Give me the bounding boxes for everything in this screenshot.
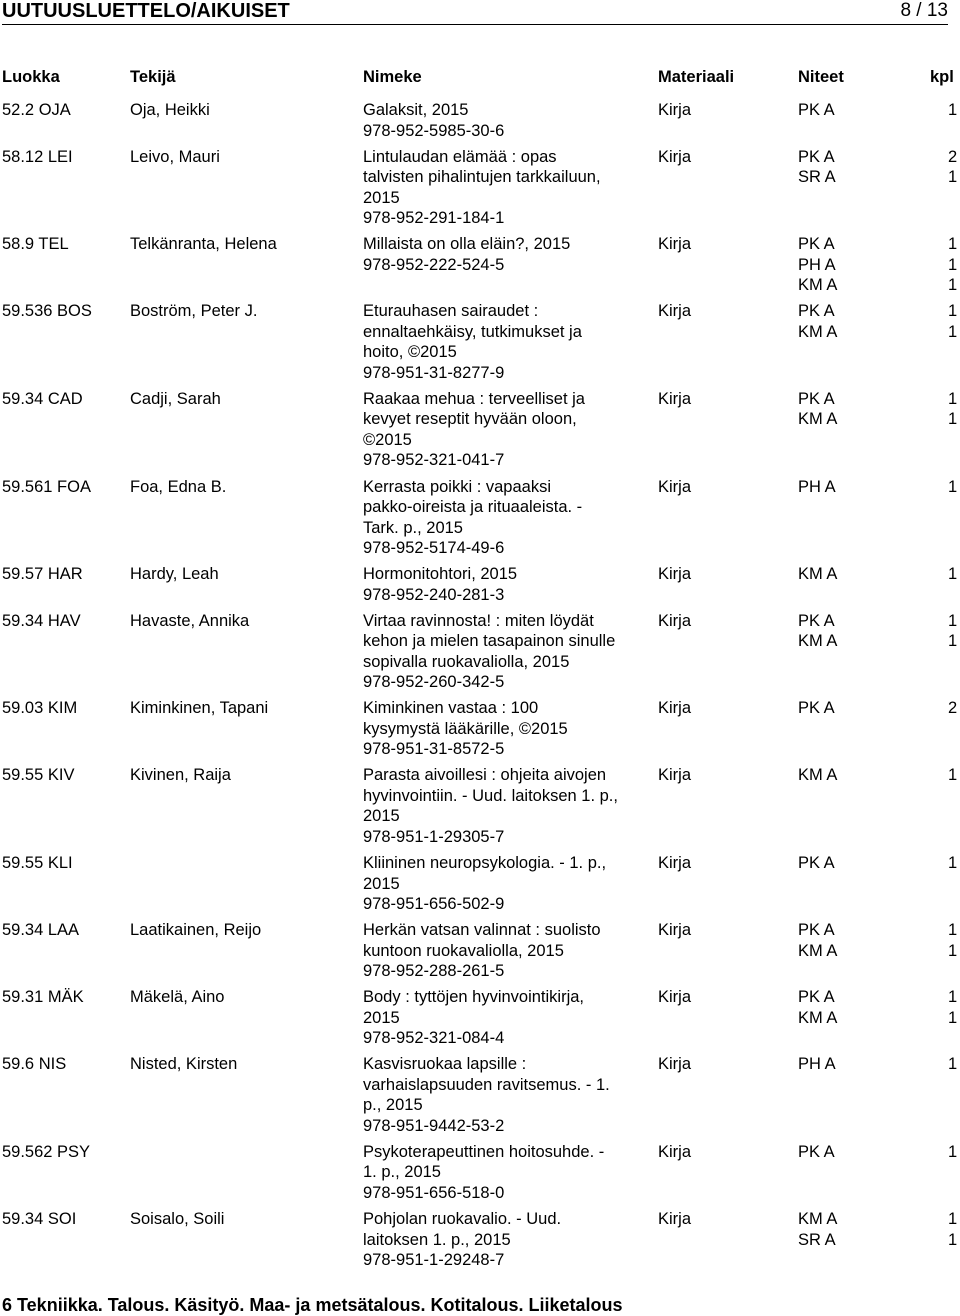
record-nimeke-line: 978-952-5174-49-6: [363, 539, 505, 557]
record-nimeke-line: Kerrasta poikki : vapaaksi: [363, 477, 552, 496]
nide-count: 1: [948, 235, 958, 254]
record-nide: [798, 409, 958, 430]
nide-count: 1: [948, 1230, 958, 1249]
nide-count: 2: [948, 699, 958, 718]
nide-count: 1: [948, 632, 958, 651]
record-tekija: Kivinen, Raija: [130, 766, 231, 785]
record-nide: [798, 100, 958, 121]
record-nimeke-line: 978-952-5985-30-6: [363, 121, 505, 140]
record-nimeke-line: 978-951-31-8572-5: [363, 740, 505, 759]
record-nimeke-line: Raakaa mehua : terveelliset ja: [363, 389, 585, 408]
record-nimeke-line: 978-951-656-502-9: [363, 895, 505, 913]
record-nimeke-line: kevyet reseptit hyvään oloon,: [363, 410, 577, 429]
record-luokka: 59.03 KIM: [2, 699, 78, 718]
record-niteet: [798, 765, 958, 786]
nide-count: 1: [948, 988, 958, 1007]
record-nimeke-line: 2015: [363, 874, 400, 893]
record-luokka: 59.55 KIV: [2, 766, 75, 785]
record-nimeke: [363, 1209, 653, 1271]
nide-location: KM A: [798, 632, 838, 651]
nide-count: 2: [948, 147, 958, 166]
nide-location: SR A: [798, 1230, 836, 1249]
record-tekija: Telkänranta, Helena: [130, 235, 277, 254]
record-nide: [798, 1230, 958, 1251]
nide-count: 1: [948, 477, 958, 496]
record-niteet: [798, 477, 958, 498]
record-nimeke-line: laitoksen 1. p., 2015: [363, 1230, 511, 1249]
record-niteet: [798, 1209, 958, 1250]
record-luokka: 58.12 LEI: [2, 147, 73, 166]
record-materiaali: Kirja: [658, 1055, 692, 1074]
record-nimeke: [363, 100, 653, 141]
col-header-luokka: Luokka: [2, 68, 60, 86]
record-nimeke-line: 978-952-222-524-5: [363, 255, 505, 274]
record-nimeke-line: Virtaa ravinnosta! : miten löydät: [363, 611, 594, 630]
nide-location: PH A: [798, 477, 836, 496]
record-luokka: 59.34 CAD: [2, 389, 83, 408]
col-header-nimeke: Nimeke: [363, 68, 422, 86]
record-nide: [798, 1054, 958, 1075]
record-nimeke-line: Eturauhasen sairaudet :: [363, 302, 539, 321]
record-nide: [798, 147, 958, 168]
record-nimeke-line: 978-952-288-261-5: [363, 962, 505, 981]
record-nimeke: [363, 987, 653, 1049]
record-nimeke-line: hyvinvointiin. - Uud. laitoksen 1. p.,: [363, 786, 618, 805]
record-tekija: Havaste, Annika: [130, 611, 250, 630]
record-nimeke: [363, 564, 653, 605]
record-luokka: 59.6 NIS: [2, 1055, 67, 1074]
record-nide: [798, 389, 958, 410]
nide-location: PK A: [798, 854, 835, 872]
record-nimeke: [363, 389, 653, 471]
record-nide: [798, 275, 958, 296]
record-luokka: 59.34 HAV: [2, 611, 81, 630]
record-niteet: [798, 389, 958, 430]
nide-count: 1: [948, 322, 958, 341]
record-nimeke-line: ©2015: [363, 430, 412, 449]
record-luokka: 59.31 MÄK: [2, 988, 84, 1007]
record-tekija: Foa, Edna B.: [130, 477, 227, 496]
record-materiaali: Kirja: [658, 611, 692, 630]
record-nimeke-line: hoito, ©2015: [363, 343, 457, 362]
record-nimeke-line: Psykoterapeuttinen hoitosuhde. -: [363, 1142, 605, 1161]
record-nimeke-line: ennaltaehkäisy, tutkimukset ja: [363, 322, 582, 341]
record-nimeke-line: Kliininen neuropsykologia. - 1. p.,: [363, 854, 607, 872]
record-nimeke: [363, 1054, 653, 1136]
nide-count: 1: [948, 854, 958, 872]
nide-count: 1: [948, 1142, 958, 1161]
record-materiaali: Kirja: [658, 101, 692, 119]
nide-count: 1: [948, 1210, 958, 1228]
record-nimeke: [363, 1142, 653, 1204]
record-nide: [798, 987, 958, 1008]
record-niteet: [798, 920, 958, 961]
record-luokka: 59.536 BOS: [2, 302, 92, 321]
record-nimeke-line: 978-952-321-041-7: [363, 451, 505, 470]
record-nimeke-line: kysymystä lääkärille, ©2015: [363, 719, 568, 738]
nide-location: PK A: [798, 101, 835, 119]
page-header: [2, 0, 948, 25]
nide-count: 1: [948, 921, 958, 940]
record-tekija: Cadji, Sarah: [130, 389, 221, 408]
page-number: 8 / 13: [900, 0, 948, 21]
nide-location: KM A: [798, 276, 838, 295]
record-luokka: 59.34 SOI: [2, 1210, 77, 1228]
nide-count: 1: [948, 410, 958, 429]
record-materiaali: Kirja: [658, 921, 692, 940]
record-niteet: [798, 564, 958, 585]
record-nimeke-line: 2015: [363, 807, 400, 826]
record-nimeke-line: 978-952-240-281-3: [363, 585, 505, 604]
record-nimeke-line: 978-952-321-084-4: [363, 1029, 505, 1048]
column-headers: [0, 67, 960, 89]
record-materiaali: Kirja: [658, 302, 692, 321]
record-nide: [798, 322, 958, 343]
record-nide: [798, 611, 958, 632]
record-niteet: [798, 611, 958, 652]
record-nimeke: [363, 301, 653, 383]
record-nimeke-line: Herkän vatsan valinnat : suolisto: [363, 921, 601, 940]
record-nimeke-line: 978-951-656-518-0: [363, 1183, 505, 1202]
record-luokka: 59.55 KLI: [2, 854, 73, 872]
col-header-materiaali: Materiaali: [658, 68, 735, 86]
record-nimeke-line: Hormonitohtori, 2015: [363, 565, 518, 584]
nide-count: 1: [948, 766, 958, 785]
record-materiaali: Kirja: [658, 565, 692, 584]
record-niteet: [798, 987, 958, 1028]
record-materiaali: Kirja: [658, 766, 692, 785]
record-nimeke-line: Tark. p., 2015: [363, 518, 463, 537]
col-header-niteet: Niteet: [798, 68, 844, 86]
record-nide: [798, 920, 958, 941]
nide-count: 1: [948, 302, 958, 321]
nide-location: PK A: [798, 147, 835, 166]
record-nimeke-line: varhaislapsuuden ravitsemus. - 1.: [363, 1075, 610, 1094]
record-nimeke-line: talvisten pihalintujen tarkkailuun,: [363, 168, 601, 187]
record-nimeke-line: 2015: [363, 188, 400, 207]
record-niteet: [798, 698, 958, 719]
col-header-kpl: kpl: [930, 68, 954, 86]
record-nimeke: [363, 765, 653, 847]
record-nimeke-line: kuntoon ruokavaliolla, 2015: [363, 941, 564, 960]
record-nimeke-line: Kiminkinen vastaa : 100: [363, 699, 539, 718]
record-materiaali: Kirja: [658, 1210, 692, 1228]
record-tekija: Nisted, Kirsten: [130, 1055, 238, 1074]
nide-location: PK A: [798, 988, 835, 1007]
record-nide: [798, 631, 958, 652]
record-nimeke: [363, 853, 653, 915]
nide-count: 1: [948, 941, 958, 960]
record-nimeke-line: pakko-oireista ja rituaaleista. -: [363, 498, 583, 516]
nide-location: PK A: [798, 389, 835, 408]
record-niteet: [798, 147, 958, 188]
record-nide: [798, 167, 958, 188]
nide-count: 1: [948, 276, 958, 295]
nide-location: KM A: [798, 322, 838, 341]
record-luokka: 59.57 HAR: [2, 565, 83, 584]
nide-count: 1: [948, 565, 958, 584]
record-materiaali: Kirja: [658, 854, 692, 872]
record-nimeke-line: 2015: [363, 1008, 400, 1027]
record-nimeke: [363, 234, 653, 275]
record-luokka: 52.2 OJA: [2, 101, 71, 119]
section-footer: 6 Tekniikka. Talous. Käsityö. Maa- ja metsätalous. Kotitalous. Liiketalous: [2, 1295, 623, 1315]
nide-location: PK A: [798, 611, 835, 630]
nide-count: 1: [948, 101, 958, 119]
record-nimeke-line: sopivalla ruokavaliolla, 2015: [363, 652, 570, 671]
record-tekija: Leivo, Mauri: [130, 147, 220, 166]
record-nimeke-line: Pohjolan ruokavalio. - Uud.: [363, 1210, 562, 1228]
record-nide: [798, 477, 958, 498]
record-materiaali: Kirja: [658, 235, 692, 254]
nide-location: KM A: [798, 1008, 838, 1027]
record-nimeke-line: 978-951-9442-53-2: [363, 1116, 505, 1135]
col-header-tekija: Tekijä: [130, 68, 176, 86]
record-nimeke-line: kehon ja mielen tasapainon sinulle: [363, 632, 616, 651]
record-tekija: Hardy, Leah: [130, 565, 219, 584]
nide-location: KM A: [798, 941, 838, 960]
nide-location: KM A: [798, 410, 838, 429]
record-nide: [798, 1209, 958, 1230]
record-nimeke: [363, 698, 653, 760]
record-luokka: 59.34 LAA: [2, 921, 80, 940]
record-nimeke-line: Parasta aivoillesi : ohjeita aivojen: [363, 766, 607, 785]
record-materiaali: Kirja: [658, 477, 692, 496]
record-nide: [798, 698, 958, 719]
record-nimeke-line: Body : tyttöjen hyvinvointikirja,: [363, 988, 585, 1007]
record-tekija: Laatikainen, Reijo: [130, 921, 262, 940]
nide-location: PK A: [798, 302, 835, 321]
record-materiaali: Kirja: [658, 1142, 692, 1161]
record-nimeke-line: 978-951-31-8277-9: [363, 363, 505, 382]
record-niteet: [798, 100, 958, 121]
record-tekija: Oja, Heikki: [130, 101, 210, 119]
record-niteet: [798, 1142, 958, 1163]
record-nide: [798, 1008, 958, 1029]
nide-location: KM A: [798, 1210, 838, 1228]
record-nide: [798, 765, 958, 786]
record-nimeke: [363, 920, 653, 982]
record-nimeke-line: Millaista on olla eläin?, 2015: [363, 235, 571, 254]
nide-location: KM A: [798, 565, 838, 584]
record-nimeke-line: Lintulaudan elämää : opas: [363, 147, 557, 166]
nide-count: 1: [948, 1055, 958, 1074]
record-luokka: 59.562 PSY: [2, 1142, 91, 1161]
record-nimeke-line: Galaksit, 2015: [363, 101, 469, 119]
page-title: UUTUUSLUETTELO/AIKUISET: [2, 0, 290, 22]
record-niteet: [798, 301, 958, 342]
record-luokka: 58.9 TEL: [2, 235, 69, 254]
record-nimeke: [363, 611, 653, 693]
record-tekija: Soisalo, Soili: [130, 1210, 225, 1228]
nide-location: PK A: [798, 235, 835, 254]
record-nide: [798, 853, 958, 874]
record-nimeke: [363, 477, 653, 559]
record-nide: [798, 301, 958, 322]
record-nide: [798, 941, 958, 962]
record-materiaali: Kirja: [658, 147, 692, 166]
nide-location: PH A: [798, 255, 836, 274]
nide-location: PK A: [798, 1142, 835, 1161]
record-nimeke-line: p., 2015: [363, 1096, 423, 1115]
record-nimeke-line: 978-952-291-184-1: [363, 209, 505, 228]
record-nimeke-line: Kasvisruokaa lapsille :: [363, 1055, 527, 1074]
nide-count: 1: [948, 1008, 958, 1027]
record-nide: [798, 255, 958, 276]
nide-location: PH A: [798, 1055, 836, 1074]
record-materiaali: Kirja: [658, 988, 692, 1007]
record-tekija: Kiminkinen, Tapani: [130, 699, 269, 718]
record-tekija: Boström, Peter J.: [130, 302, 258, 321]
nide-count: 1: [948, 168, 958, 187]
nide-count: 1: [948, 255, 958, 274]
record-nide: [798, 564, 958, 585]
record-nide: [798, 1142, 958, 1163]
record-tekija: Mäkelä, Aino: [130, 988, 225, 1007]
nide-location: PK A: [798, 921, 835, 940]
record-nimeke-line: 978-951-1-29305-7: [363, 827, 505, 846]
nide-location: PK A: [798, 699, 835, 718]
nide-count: 1: [948, 611, 958, 630]
record-nimeke: [363, 147, 653, 229]
nide-location: KM A: [798, 766, 838, 785]
record-nide: [798, 234, 958, 255]
record-niteet: [798, 853, 958, 874]
record-niteet: [798, 1054, 958, 1075]
record-materiaali: Kirja: [658, 699, 692, 718]
record-luokka: 59.561 FOA: [2, 477, 91, 496]
nide-count: 1: [948, 389, 958, 408]
record-nimeke-line: 978-951-1-29248-7: [363, 1251, 505, 1269]
nide-location: SR A: [798, 168, 836, 187]
record-niteet: [798, 234, 958, 296]
record-materiaali: Kirja: [658, 389, 692, 408]
record-nimeke-line: 1. p., 2015: [363, 1163, 441, 1182]
record-nimeke-line: 978-952-260-342-5: [363, 673, 505, 692]
